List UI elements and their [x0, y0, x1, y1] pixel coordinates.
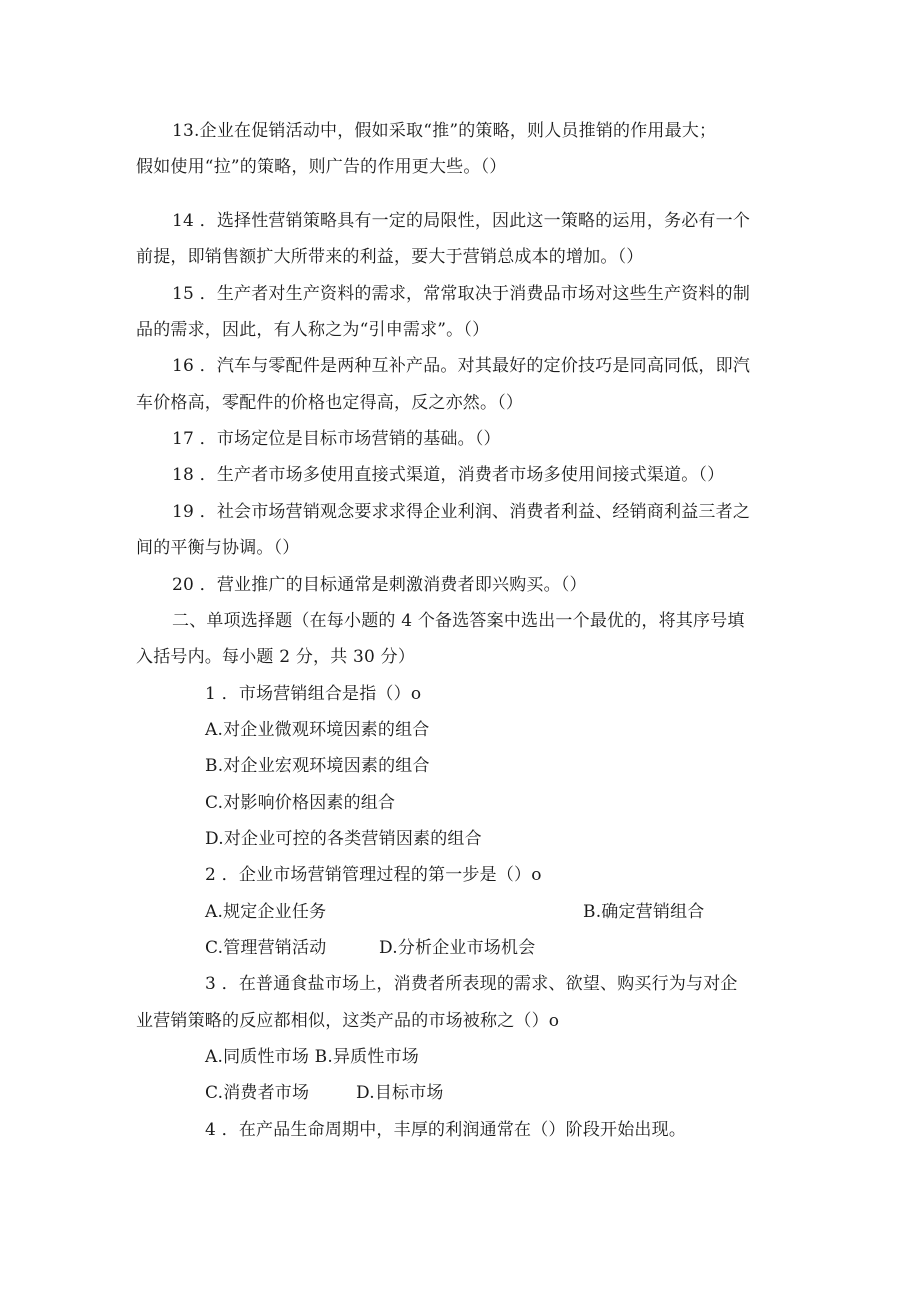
q2-options-row2	[205, 937, 536, 959]
q2-option-c: C.管理营销活动	[205, 938, 327, 958]
item-20: 20 ．营业推广的目标通常是刺激消费者即兴购买。（）	[172, 575, 587, 595]
q1-option-c: C.对影响价格因素的组合	[205, 793, 396, 813]
item-19-line2: 间的平衡与协调。（）	[136, 538, 300, 558]
section2-heading-line1: 二、单项选择题（在每小题的 4 个备选答案中选出一个最优的，将其序号填	[172, 611, 745, 631]
item-18: 18 ．生产者市场多使用直接式渠道，消费者市场多使用间接式渠道。（）	[172, 465, 725, 485]
item-14-line2: 前提，即销售额扩大所带来的利益，要大于营销总成本的增加。（）	[136, 247, 644, 267]
q1-option-b: B.对企业宏观环境因素的组合	[205, 756, 430, 776]
item-13-line1: 13.企业在促销活动中，假如采取“推”的策略，则人员推销的作用最大；	[172, 121, 717, 141]
item-16-line1: 16 ．汽车与零配件是两种互补产品。对其最好的定价技巧是同高同低，即汽	[172, 356, 751, 376]
q3-options-ab: A.同质性市场 B.异质性市场	[205, 1047, 419, 1067]
q1-option-d: D.对企业可控的各类营销因素的组合	[205, 829, 482, 849]
q2-stem: 2 ．企业市场营销管理过程的第一步是（）o	[205, 865, 542, 885]
item-14-line1: 14 ．选择性营销策略具有一定的局限性，因此这一策略的运用，务必有一个	[172, 211, 751, 231]
q2-options-row1	[205, 901, 705, 923]
q1-option-a: A.对企业微观环境因素的组合	[205, 720, 430, 740]
q3-option-d: D.目标市场	[356, 1083, 444, 1103]
item-15-line2: 品的需求，因此，有人称之为“引申需求”。（）	[136, 320, 490, 340]
q4-stem: 4 ．在产品生命周期中，丰厚的利润通常在（）阶段开始出现。	[205, 1120, 687, 1140]
q3-line2: 业营销策略的反应都相似，这类产品的市场被称之（）o	[136, 1011, 560, 1031]
item-16-line2: 车价格高，零配件的价格也定得高，反之亦然。（）	[136, 393, 524, 413]
q2-option-d: D.分析企业市场机会	[379, 938, 536, 958]
item-15-line1: 15 ．生产者对生产资料的需求，常常取决于消费品市场对这些生产资料的制	[172, 284, 751, 304]
section2-heading-line2: 入括号内。每小题 2 分，共 30 分）	[136, 647, 416, 667]
item-19-line1: 19 ．社会市场营销观念要求求得企业利润、消费者利益、经销商利益三者之	[172, 502, 751, 522]
item-13-line2: 假如使用“拉”的策略，则广告的作用更大些。（）	[136, 157, 507, 177]
q3-options-row2	[205, 1082, 444, 1104]
q1-stem: 1 ．市场营销组合是指（）o	[205, 684, 422, 704]
q2-option-a: A.规定企业任务	[205, 902, 327, 922]
q3-line1: 3 ．在普通食盐市场上，消费者所表现的需求、欲望、购买行为与对企	[205, 974, 738, 994]
item-17: 17 ．市场定位是目标市场营销的基础。（）	[172, 429, 501, 449]
q3-option-c: C.消费者市场	[205, 1083, 310, 1103]
q2-option-b: B.确定营销组合	[583, 902, 705, 922]
